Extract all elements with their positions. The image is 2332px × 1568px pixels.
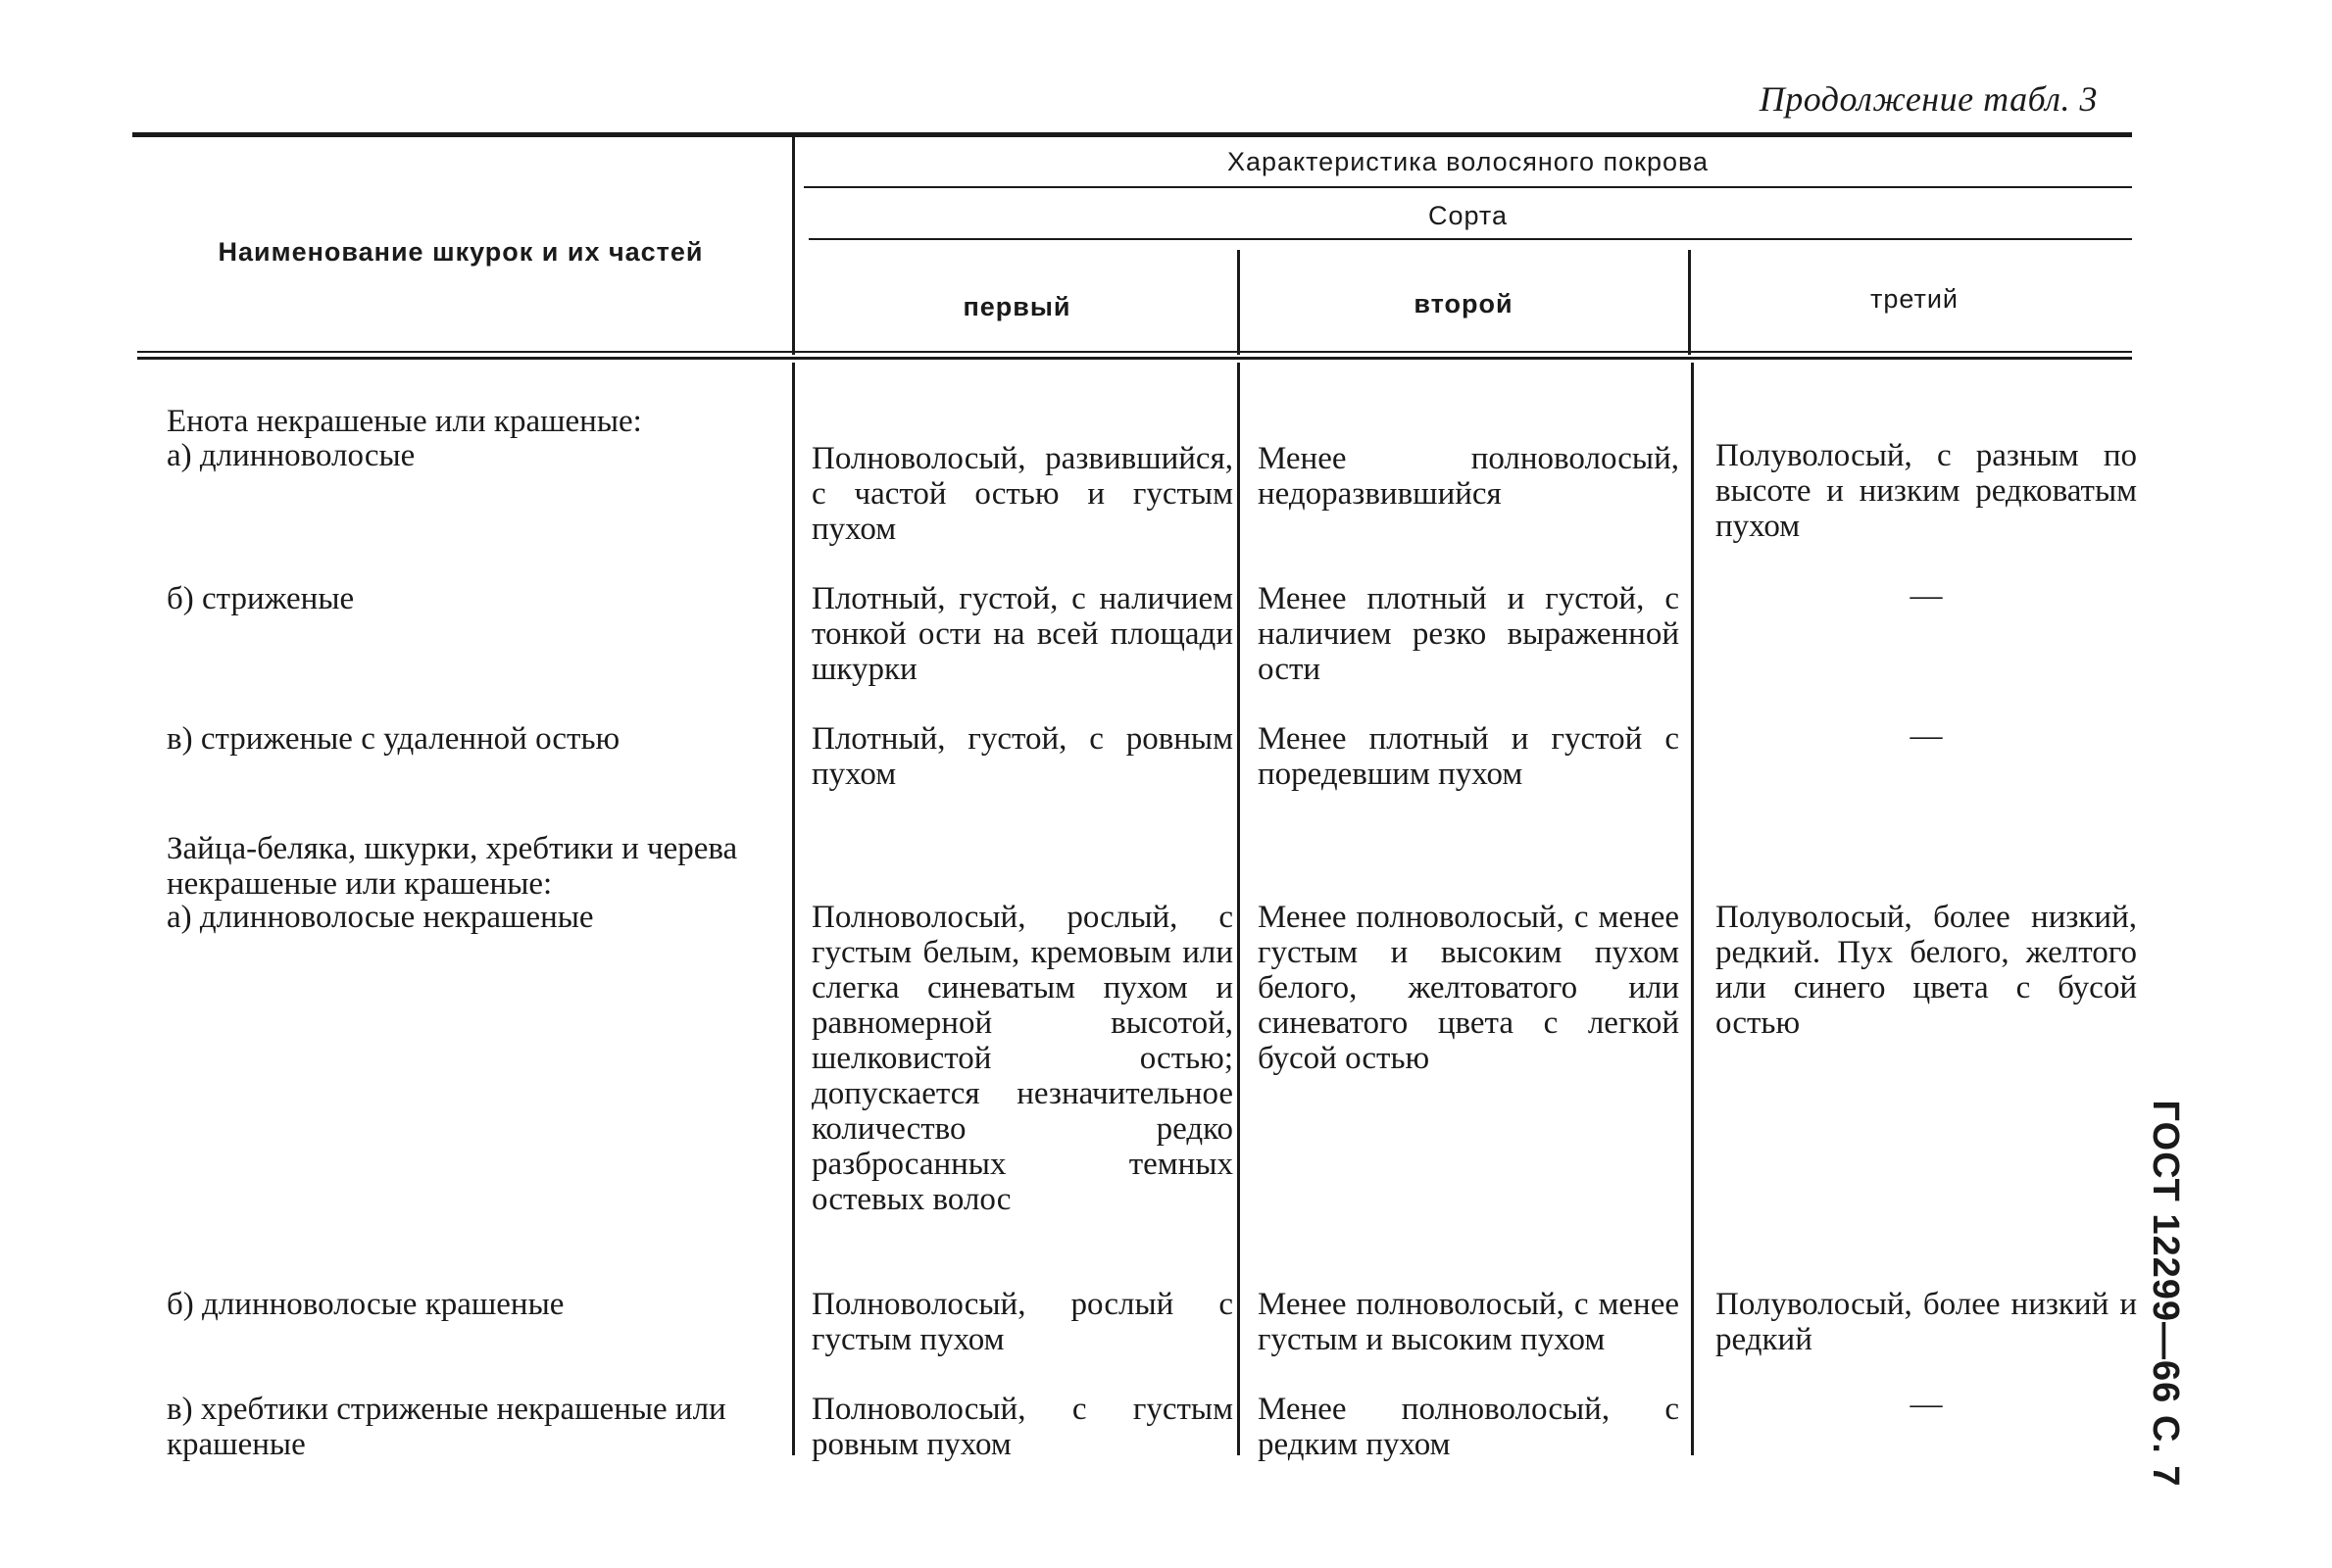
header-grade-second: второй (1414, 289, 1513, 318)
row-grade-first: Полноволосый, рослый с густым пухом (812, 1287, 1233, 1357)
row-grade-first: Полноволосый, с густым ровным пухом (812, 1392, 1233, 1462)
row-name: а) длинноволосые некрашеные (167, 900, 594, 935)
row-grade-second: Менее плотный и густой с поредевшим пухом (1258, 721, 1679, 792)
row-grade-first: Полноволосый, развившийся, с частой остью и густым пухом (812, 441, 1233, 547)
row-grade-second: Менее полноволосый, с менее густым и высоким пухом (1258, 1287, 1679, 1357)
row-name: а) длинноволосые (167, 438, 416, 473)
body-divider-name (792, 363, 795, 1455)
header-name-column: Наименование шкурок и их частей (218, 237, 704, 267)
header-bottom-rule-2 (137, 357, 2132, 360)
group-title-raccoon: Енота некрашеные или крашеные: (167, 404, 642, 439)
header-bottom-rule-1 (137, 351, 2132, 353)
table-top-rule (132, 132, 2132, 137)
row-grade-third-empty: — (1910, 578, 1943, 613)
row-grade-second: Менее полноволосый, с редким пухом (1258, 1392, 1679, 1462)
header-rule-grades (809, 238, 2132, 240)
header-grade-first: первый (963, 292, 1071, 321)
row-name: в) хребтики стриженые некрашеные или крашеные (167, 1392, 726, 1462)
row-grade-first: Плотный, густой, с наличием тонкой ости на всей площади шкурки (812, 581, 1233, 687)
row-grade-third-empty: — (1910, 1387, 1943, 1422)
row-grade-first: Плотный, густой, с ровным пухом (812, 721, 1233, 792)
body-divider-1 (1237, 363, 1240, 1455)
row-name: б) длинноволосые крашеные (167, 1287, 565, 1322)
body-divider-2 (1691, 363, 1694, 1455)
header-divider-2 (1688, 250, 1691, 355)
standard-page-label: ГОСТ 12299—66 С. 7 (2145, 1100, 2186, 1488)
header-grade-third: третий (1869, 284, 1960, 314)
header-divider-name (792, 137, 795, 355)
header-divider-1 (1237, 250, 1240, 355)
header-grades: Сорта (1427, 201, 1509, 230)
row-name: б) стриженые (167, 581, 355, 616)
row-grade-third: Полуволосый, с разным по высоте и низким редковатым пухом (1715, 438, 2137, 544)
row-grade-third: Полуволосый, более низкий и редкий (1715, 1287, 2137, 1357)
row-grade-third: Полуволосый, более низкий, редкий. Пух белого, желтого или синего цвета с бусой остью (1715, 900, 2137, 1041)
group-title-hare: Зайца-беляка, шкурки, хребтики и черева некрашеные или крашеные: (167, 831, 738, 902)
header-rule-characteristic (804, 186, 2132, 188)
row-name: в) стриженые с удаленной остью (167, 721, 620, 757)
row-grade-first: Полноволосый, рослый, с густым белым, кремовым или слегка синеватым пухом и равномерной высотой, шелковистой остью; допускается незначительное количество редко разбросанных темных остевых волос (812, 900, 1233, 1217)
row-grade-second: Менее полноволосый, недоразвившийся (1258, 441, 1679, 512)
header-characteristic: Характеристика волосяного покрова (1226, 147, 1710, 176)
row-grade-second: Менее плотный и густой, с наличием резко выраженной ости (1258, 581, 1679, 687)
row-grade-third-empty: — (1910, 718, 1943, 754)
row-grade-second: Менее полноволосый, с менее густым и высоким пухом белого, желтоватого или синеватого цвета с легкой бусой остью (1258, 900, 1679, 1076)
table-continuation-label: Продолжение табл. 3 (1759, 79, 2098, 119)
